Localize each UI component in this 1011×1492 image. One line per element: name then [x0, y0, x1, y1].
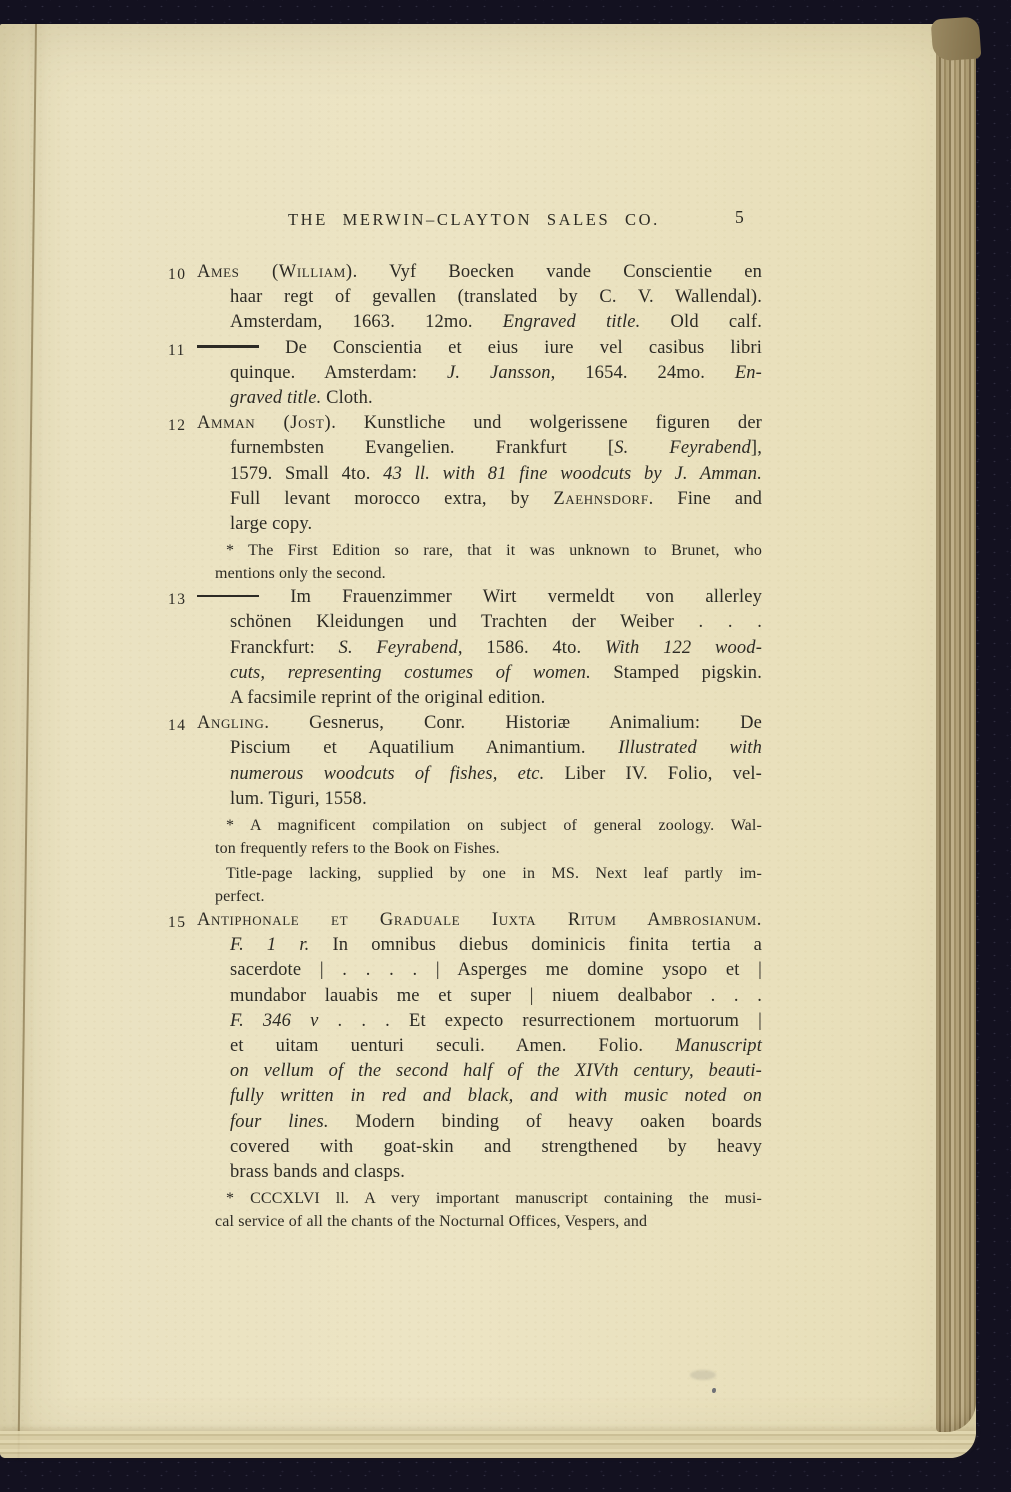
lot-entry [0, 411, 762, 585]
lot-number: 10 [168, 266, 187, 283]
entry-line: sacerdote | . . . . | Asperges me domine ysopo et | [230, 960, 762, 981]
entry-line: Ames (William). Vyf Boecken vande Conscientie en [197, 262, 762, 282]
entry-line: Im Frauenzimmer Wirt vermeldt von allerley [197, 585, 762, 610]
entry-line: F. 1 r. In omnibus diebus dominicis finita tertia a [230, 935, 762, 956]
entry-line: Full levant morocco extra, by Zaehnsdorf. Fine and [230, 488, 762, 509]
entry-line: * The First Edition so rare, that it was unknown to Brunet, who [226, 542, 762, 560]
lot-number: 13 [168, 591, 187, 609]
entry-line: graved title. Cloth. [230, 388, 373, 409]
lot-number: 15 [168, 914, 187, 932]
entry-line: De Conscientia et eius iure vel casibus libri [197, 336, 762, 361]
running-header: THE MERWIN–CLAYTON SALES CO. [288, 210, 660, 229]
entry-line: brass bands and clasps. [230, 1162, 406, 1183]
entry-line: mentions only the second. [215, 565, 386, 583]
entry-line: Angling. Gesnerus, Conr. Historiæ Animalium: De [197, 713, 762, 734]
entry-line: covered with goat-skin and strengthened by heavy [230, 1136, 762, 1157]
scan-smudge [690, 1370, 716, 1380]
entry-line: large copy. [230, 514, 313, 535]
entry-line: et uitam uenturi seculi. Amen. Folio. Manuscript [230, 1036, 762, 1057]
ditto-dash [197, 345, 259, 347]
entry-line: A facsimile reprint of the original edition. [230, 688, 546, 709]
entry-line: Amsterdam, 1663. 12mo. Engraved title. Old calf. [230, 312, 762, 333]
entry-line: * A magnificent compilation on subject of general zoology. Wal- [226, 817, 762, 835]
book-bottom-page-edges [0, 1431, 976, 1458]
entry-line: cal service of all the chants of the Nocturnal Offices, Vespers, and [215, 1213, 648, 1231]
entry-line: Title-page lacking, supplied by one in MS. Next leaf partly im- [226, 865, 762, 883]
lot-number: 11 [168, 341, 186, 359]
entry-line: 1579. Small 4to. 43 ll. with 81 fine woodcuts by J. Amman. [230, 463, 762, 484]
ink-speck [712, 1388, 716, 1393]
entry-line: schönen Kleidungen und Trachten der Weiber . . . [230, 612, 762, 633]
entry-line: fully written in red and black, and with music noted on [230, 1086, 762, 1107]
lot-entry [0, 585, 762, 711]
entry-line: quinque. Amsterdam: J. Jansson, 1654. 24mo. En- [230, 362, 762, 383]
lot-entry [0, 260, 762, 336]
entry-line: furnembsten Evangelien. Frankfurt [S. Feyrabend], [230, 438, 762, 459]
entry-line: Piscium et Aquatilium Animantium. Illustrated with [230, 738, 762, 759]
entry-line: ton frequently refers to the Book on Fishes. [215, 840, 500, 858]
entry-line: Amman (Jost). Kunstliche und wolgerissene figuren der [197, 413, 762, 434]
entry-line: perfect. [215, 888, 265, 906]
entry-line: Franckfurt: S. Feyrabend, 1586. 4to. With 122 wood- [230, 637, 763, 658]
entry-line: on vellum of the second half of the XIVth century, beauti- [230, 1061, 762, 1082]
entry-line: haar regt of gevallen (translated by C. V. Wallendal). [230, 287, 762, 308]
entry-line: Antiphonale et Graduale Iuxta Ritum Ambrosianum. [197, 910, 762, 931]
lot-entry [0, 336, 762, 412]
entry-line: four lines. Modern binding of heavy oaken boards [230, 1111, 762, 1132]
entry-line: F. 346 v . . . Et expecto resurrectionem mortuorum | [230, 1010, 762, 1031]
entry-line: lum. Tiguri, 1558. [230, 788, 367, 809]
entry-line: * CCCXLVI ll. A very important manuscript containing the musi- [226, 1190, 762, 1208]
book-fore-edge [936, 32, 976, 1432]
lot-list [0, 260, 762, 1233]
lot-entry [0, 908, 762, 1233]
lot-number: 14 [168, 717, 187, 735]
entry-line: cuts, representing costumes of women. Stamped pigskin. [230, 662, 762, 683]
catalog-page [0, 24, 976, 1458]
page-number: 5 [735, 207, 744, 227]
entry-line: mundabor lauabis me et super | niuem dealbabor . . . [230, 985, 762, 1006]
entry-line: numerous woodcuts of fishes, etc. Liber IV. Folio, vel- [230, 763, 762, 784]
lot-entry [0, 711, 762, 908]
lot-number: 12 [168, 417, 187, 435]
ditto-dash [197, 595, 259, 597]
